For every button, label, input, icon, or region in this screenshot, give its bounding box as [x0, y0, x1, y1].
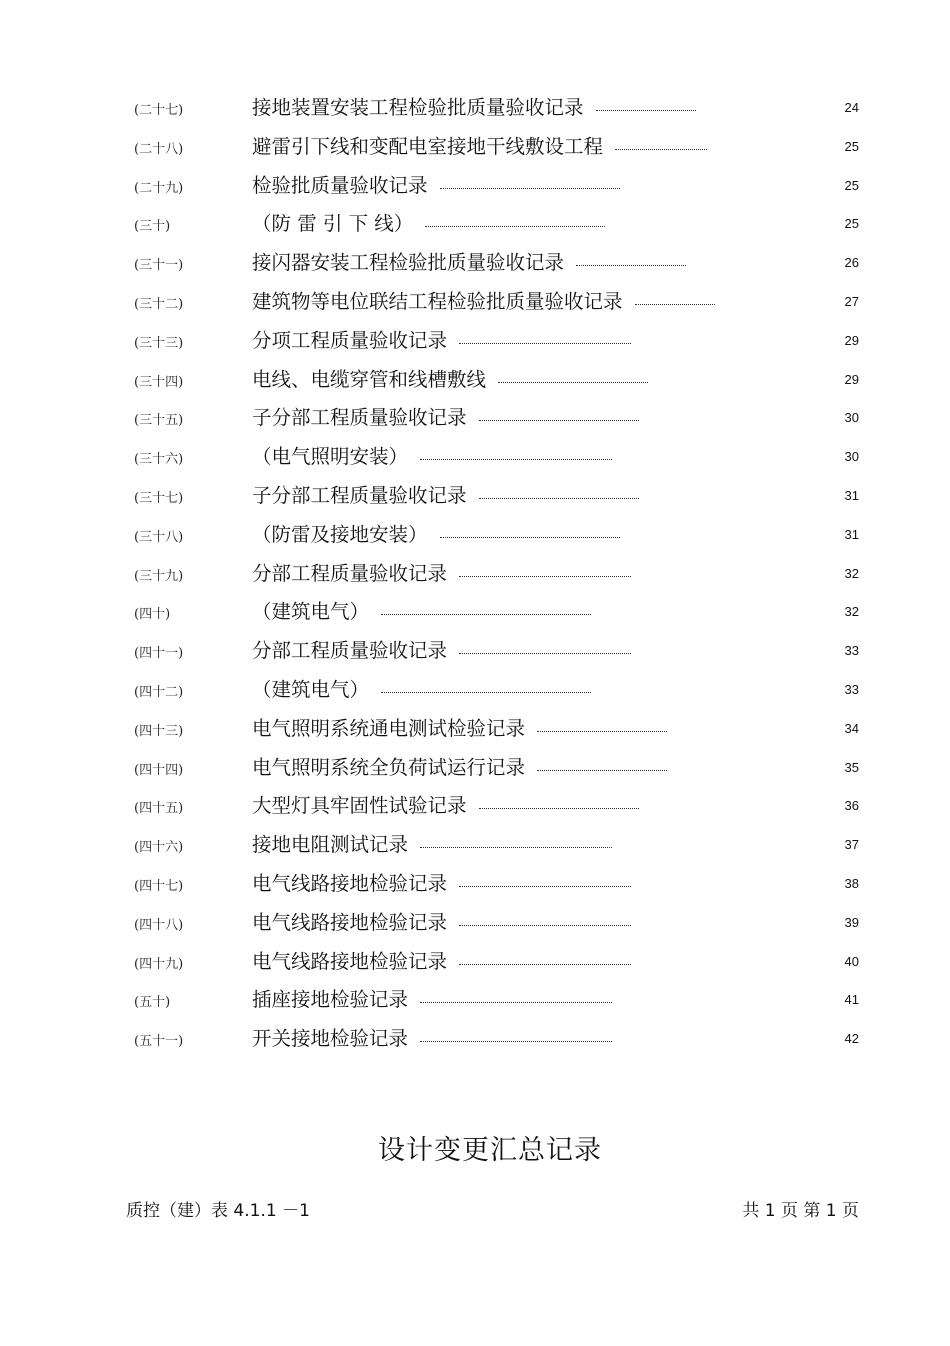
- toc-entry-title-group: [252, 752, 667, 780]
- toc-entry[interactable]: [0, 903, 950, 942]
- toc-entry-title: （建筑电气）: [252, 600, 370, 624]
- toc-entry-title: 大型灯具牢固性试验记录: [252, 794, 467, 818]
- toc-entry[interactable]: [0, 592, 950, 631]
- toc-entry[interactable]: [0, 476, 950, 515]
- toc-entry-title-group: [252, 92, 696, 120]
- toc-entry-page-number: 30: [844, 410, 859, 426]
- toc-entry-number: (三十): [134, 219, 171, 235]
- toc-entry[interactable]: [0, 282, 950, 321]
- toc-entry[interactable]: [0, 1019, 950, 1058]
- toc-entry-title: 开关接地检验记录: [252, 1027, 409, 1051]
- toc-entry-number: (四十九): [134, 956, 184, 972]
- toc-entry-page-number: 30: [844, 449, 859, 465]
- toc-entry-title-group: [252, 596, 591, 624]
- toc-entry-page-number: 26: [844, 255, 859, 271]
- toc-entry-number: (四十六): [134, 840, 184, 856]
- toc-entry-number: (二十九): [134, 180, 184, 196]
- toc-entry-title: （防雷及接地安装）: [252, 522, 428, 546]
- dot-leader: [459, 341, 631, 344]
- toc-entry-title: 接地装置安装工程检验批质量验收记录: [252, 96, 584, 119]
- dot-leader: [459, 962, 631, 965]
- toc-entry-title: 电气线路接地检验记录: [252, 910, 448, 934]
- toc-entry-page-number: 33: [844, 643, 859, 659]
- toc-entry-page-number: 32: [844, 565, 859, 581]
- toc-entry-page-number: 25: [844, 138, 859, 154]
- dot-leader: [420, 457, 612, 460]
- toc-entry-page-number: 42: [844, 1031, 859, 1047]
- toc-entry-title-group: [252, 907, 631, 935]
- dot-leader: [459, 923, 631, 926]
- toc-entry-title: 电气线路接地检验记录: [252, 871, 448, 895]
- toc-entry-title: 分项工程质量验收记录: [252, 328, 448, 352]
- toc-entry-number: (三十四): [134, 374, 184, 390]
- toc-entry-title: 电气线路接地检验记录: [252, 949, 448, 973]
- dot-leader: [440, 186, 620, 189]
- toc-entry-number: (三十二): [134, 296, 184, 312]
- toc-entry-title-group: [252, 984, 612, 1012]
- toc-entry[interactable]: [0, 864, 950, 903]
- toc-entry-title: 电气照明系统全负荷试运行记录: [252, 755, 526, 779]
- toc-entry-title-group: [252, 674, 591, 702]
- toc-entry[interactable]: [0, 709, 950, 748]
- toc-entry-title: 电线、电缆穿管和线槽敷线: [252, 367, 487, 391]
- toc-entry[interactable]: [0, 786, 950, 825]
- toc-entry-title-group: [252, 829, 612, 857]
- toc-entry-page-number: 37: [844, 837, 859, 853]
- toc-entry-number: (三十一): [134, 258, 184, 274]
- toc-entry[interactable]: [0, 243, 950, 282]
- toc-entry-title-group: [252, 286, 715, 314]
- dot-leader: [596, 108, 696, 111]
- dot-leader: [459, 574, 631, 577]
- toc-entry-page-number: 31: [844, 487, 859, 503]
- dot-leader: [479, 496, 639, 499]
- toc-entry[interactable]: [0, 670, 950, 709]
- toc-entry-title-group: [252, 480, 639, 508]
- toc-entry-page-number: 29: [844, 332, 859, 348]
- toc-entry-number: (五十): [134, 995, 171, 1011]
- toc-entry-title-group: [252, 208, 605, 236]
- dot-leader: [420, 845, 612, 848]
- toc-entry[interactable]: [0, 321, 950, 360]
- toc-entry[interactable]: [0, 166, 950, 205]
- toc-entry[interactable]: [0, 980, 950, 1019]
- toc-entry-page-number: 38: [844, 875, 859, 891]
- toc-entry[interactable]: [0, 942, 950, 981]
- toc-entry[interactable]: [0, 398, 950, 437]
- toc-entry-number: (四十五): [134, 801, 184, 817]
- toc-entry-page-number: 24: [844, 100, 859, 115]
- toc-entry-page-number: 25: [844, 216, 859, 232]
- toc-entry-title: 子分部工程质量验收记录: [252, 406, 467, 430]
- dot-leader: [420, 1039, 612, 1042]
- toc-entry[interactable]: [0, 825, 950, 864]
- toc-entry-number: (三十八): [134, 529, 184, 545]
- toc-entry-title-group: [252, 1023, 612, 1051]
- toc-entry[interactable]: [0, 515, 950, 554]
- toc-entry-title-group: [252, 170, 620, 198]
- dot-leader: [479, 806, 639, 809]
- toc-entry-title: 分部工程质量验收记录: [252, 639, 448, 663]
- toc-entry-title-group: [252, 713, 667, 741]
- dot-leader: [537, 768, 667, 771]
- toc-entry-title: 接地电阻测试记录: [252, 833, 409, 857]
- toc-entry-title-group: [252, 441, 612, 469]
- dot-leader: [635, 302, 715, 305]
- toc-entry-title-group: [252, 402, 639, 430]
- toc-entry-page-number: 40: [844, 953, 859, 969]
- toc-entry-number: (四十七): [134, 878, 184, 894]
- table-of-contents: [0, 88, 950, 1058]
- toc-entry-number: (三十三): [134, 335, 184, 351]
- toc-entry-title-group: [252, 635, 631, 663]
- toc-entry-number: (四十二): [134, 684, 184, 700]
- dot-leader: [459, 884, 631, 887]
- toc-entry-title: 检验批质量验收记录: [252, 173, 428, 197]
- toc-entry-title: 子分部工程质量验收记录: [252, 483, 467, 507]
- toc-entry[interactable]: [0, 127, 950, 166]
- toc-entry-page-number: 29: [844, 371, 859, 387]
- toc-entry-title-group: [252, 868, 631, 896]
- toc-entry-number: (三十七): [134, 490, 184, 506]
- toc-entry-page-number: 41: [844, 992, 859, 1008]
- toc-entry-title: （电气照明安装）: [252, 445, 409, 469]
- toc-entry-number: (四十四): [134, 762, 184, 778]
- toc-entry-number: (三十五): [134, 413, 184, 429]
- toc-entry-number: (三十六): [134, 452, 184, 468]
- toc-entry[interactable]: [0, 631, 950, 670]
- toc-entry-page-number: 27: [844, 293, 859, 309]
- toc-entry-title-group: [252, 558, 631, 586]
- toc-entry[interactable]: [0, 437, 950, 476]
- dot-leader: [615, 147, 707, 150]
- toc-entry-title-group: [252, 364, 648, 392]
- toc-entry-page-number: 25: [844, 177, 859, 193]
- toc-entry-title: 避雷引下线和变配电室接地干线敷设工程: [252, 134, 604, 158]
- toc-entry-title: 电气照明系统通电测试检验记录: [252, 716, 526, 740]
- dot-leader: [459, 651, 631, 654]
- toc-entry-page-number: 35: [844, 759, 859, 775]
- toc-entry-title-group: [252, 519, 620, 547]
- toc-entry-title-group: [252, 946, 631, 974]
- toc-entry-title: 建筑物等电位联结工程检验批质量验收记录: [252, 289, 623, 313]
- toc-entry-number: (二十八): [134, 141, 184, 157]
- toc-entry-title-group: [252, 247, 686, 275]
- toc-entry-page-number: 36: [844, 798, 859, 814]
- section-title: 设计变更汇总记录: [378, 1135, 602, 1166]
- dot-leader: [381, 690, 591, 693]
- toc-entry-title: 分部工程质量验收记录: [252, 561, 448, 585]
- page-count: 共 1 页 第 1 页: [742, 1201, 859, 1221]
- dot-leader: [420, 1000, 612, 1003]
- toc-entry-title: （防 雷 引 下 线）: [252, 212, 414, 236]
- dot-leader: [498, 380, 648, 383]
- toc-entry-number: (二十七): [134, 103, 184, 118]
- toc-entry[interactable]: [0, 360, 950, 399]
- toc-entry[interactable]: [0, 554, 950, 593]
- toc-entry-title: 接闪器安装工程检验批质量验收记录: [252, 251, 565, 275]
- toc-entry-page-number: 32: [844, 604, 859, 620]
- toc-entry-page-number: 31: [844, 526, 859, 542]
- dot-leader: [537, 729, 667, 732]
- dot-leader: [381, 612, 591, 615]
- toc-entry-title: （建筑电气）: [252, 677, 370, 701]
- toc-entry[interactable]: [0, 204, 950, 243]
- toc-entry-number: (四十三): [134, 723, 184, 739]
- dot-leader: [425, 224, 605, 227]
- toc-entry-title: 插座接地检验记录: [252, 988, 409, 1012]
- toc-entry-title-group: [252, 790, 639, 818]
- toc-entry-number: (五十一): [134, 1034, 184, 1050]
- toc-entry-page-number: 33: [844, 681, 859, 697]
- toc-entry-number: (四十八): [134, 917, 184, 933]
- dot-leader: [479, 418, 639, 421]
- toc-entry-page-number: 39: [844, 914, 859, 930]
- toc-entry-number: (三十九): [134, 568, 184, 584]
- toc-entry-number: (四十一): [134, 646, 184, 662]
- toc-entry-page-number: 34: [844, 720, 859, 736]
- toc-entry[interactable]: [0, 88, 950, 127]
- toc-entry[interactable]: [0, 748, 950, 787]
- toc-entry-number: (四十): [134, 607, 171, 623]
- toc-entry-title-group: [252, 131, 707, 159]
- dot-leader: [576, 263, 686, 266]
- form-code: 质控（建）表 4.1.1 －1: [126, 1201, 310, 1221]
- dot-leader: [440, 535, 620, 538]
- toc-entry-title-group: [252, 325, 631, 353]
